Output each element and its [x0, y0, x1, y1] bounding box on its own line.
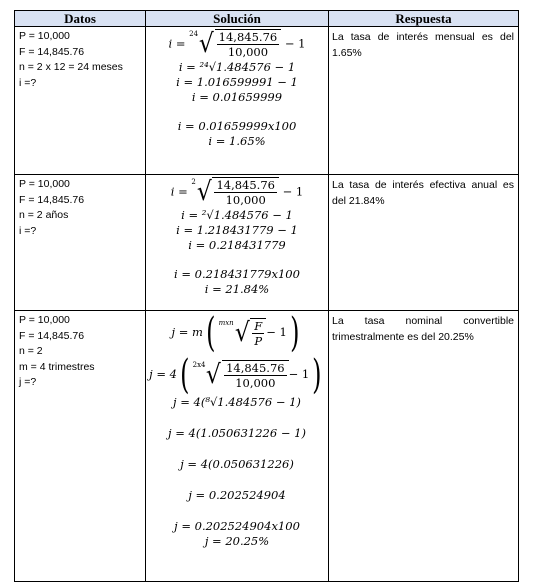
solucion-cell — [146, 311, 329, 582]
formula-line: i = 0.218431779x100 — [174, 267, 300, 281]
table-row — [15, 27, 519, 175]
respuesta-cell: La tasa de interés mensual es del 1.65% — [329, 27, 519, 175]
formula-general: j = m( mxn √ $\frac{F}{P}$ − 1) — [171, 310, 300, 356]
datos-line: F = 14,845.76 — [19, 193, 85, 206]
formula-line: i = 0.218431779 — [188, 238, 286, 252]
datos-line: n = 2 años — [19, 209, 69, 221]
formula-line: i = 1.218431779 − 1 — [176, 223, 298, 237]
formula-line: i = 1.65% — [208, 134, 266, 148]
interest-rate-table — [14, 10, 519, 582]
datos-line: i =? — [19, 76, 37, 89]
solucion-cell — [146, 175, 329, 311]
datos-line: n = 2 x 12 = 24 meses — [19, 61, 123, 73]
formula-radical: j = 4( 2x4 √ $\frac{14,845.76}{10,000}$ − 1) — [149, 352, 322, 398]
formula-line: i = 21.84% — [204, 282, 270, 296]
datos-line: i =? — [19, 224, 37, 237]
formula-line: i = 0.01659999 — [191, 90, 283, 104]
formula-line: i = 1.016599991 − 1 — [176, 75, 298, 89]
respuesta-cell: La tasa nominal convertible trimestralmente es del 20.25% — [329, 311, 519, 582]
respuesta-cell: La tasa de interés efectiva anual es del 21.84% — [329, 175, 519, 311]
solucion-cell — [146, 27, 329, 175]
formula-line: j = 4(0.050631226) — [180, 457, 294, 471]
formula-radical: i = 24 √ $\frac{14,845.76}{10,000}$ − 1 — [168, 29, 306, 59]
datos-line: j =? — [19, 376, 37, 388]
datos-line: n = 2 — [19, 345, 43, 357]
datos-line: P = 10,000 — [19, 30, 70, 42]
table-row — [15, 311, 519, 582]
table-row — [15, 175, 519, 311]
header-solucion: Solución — [146, 11, 329, 27]
datos-line: F = 14,845.76 — [19, 45, 85, 58]
formula-line: i = 0.01659999x100 — [177, 119, 297, 133]
formula-line: j = 0.202524904 — [188, 488, 286, 502]
datos-cell — [15, 311, 146, 582]
header-row — [15, 11, 519, 27]
formula-line: i = ²⁴√1.484576 − 1 — [178, 60, 296, 74]
formula-line: j = 4(1.050631226 − 1) — [168, 426, 306, 440]
datos-line: P = 10,000 — [19, 178, 70, 190]
datos-cell — [15, 27, 146, 175]
formula-radical: i = 2 √ $\frac{14,845.76}{10,000}$ − 1 — [170, 177, 304, 207]
datos-line: m = 4 trimestres — [19, 360, 95, 373]
header-datos: Datos — [15, 11, 146, 27]
datos-line: F = 14,845.76 — [19, 329, 85, 342]
formula-line: i = ²√1.484576 − 1 — [181, 208, 293, 222]
formula-line: j = 4(⁸√1.484576 − 1) — [173, 395, 301, 409]
formula-line: j = 20.25% — [204, 534, 270, 548]
datos-cell — [15, 175, 146, 311]
interest-rate-table-container — [14, 10, 518, 582]
formula-line: j = 0.202524904x100 — [174, 519, 300, 533]
datos-line: P = 10,000 — [19, 314, 70, 326]
header-respuesta: Respuesta — [329, 11, 519, 27]
